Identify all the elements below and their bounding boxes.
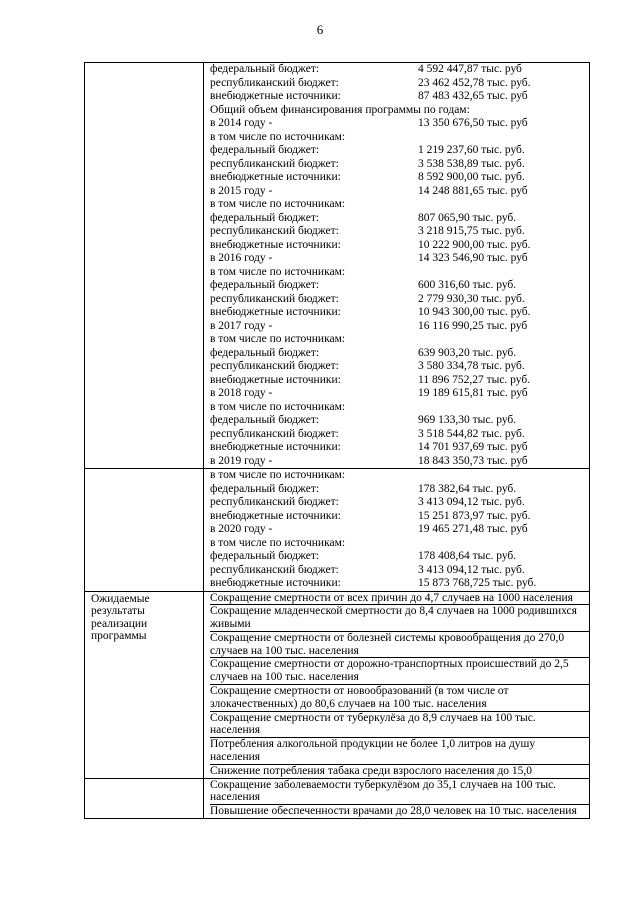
expected-result-item: Снижение потребления табака среди взрослого населения до 15,0 [210, 764, 533, 777]
finance-line [210, 577, 589, 591]
finance-line-value: 15 251 873,97 тыс. руб. [418, 509, 531, 522]
program-passport-table [84, 62, 590, 819]
finance-line [210, 455, 589, 469]
finance-line [210, 104, 589, 118]
finance-line-label: республиканский бюджет: [210, 496, 339, 508]
finance-line-value: 3 580 334,78 тыс. руб. [418, 360, 525, 372]
finance-line [210, 387, 589, 401]
finance-line [210, 496, 589, 510]
finance-cell-1 [204, 63, 590, 469]
finance-line-value: 3 413 094,12 тыс. руб. [418, 496, 525, 508]
finance-line [210, 225, 589, 239]
finance-line [210, 550, 589, 564]
finance-line [210, 252, 589, 266]
finance-line [210, 564, 589, 578]
finance-line [210, 279, 589, 293]
finance-line [210, 171, 589, 185]
expected-result-item: Сокращение смертности от новообразований (в том числе от злокачественных) до 80,6 случаев на 100 тыс. населения [210, 685, 589, 712]
finance-line [210, 158, 589, 172]
finance-line [210, 293, 589, 307]
results-list-1 [210, 592, 589, 778]
finance-line [210, 320, 589, 334]
results-list-2 [210, 779, 589, 818]
finance-line-label: республиканский бюджет: [210, 360, 339, 372]
finance-list-2 [210, 469, 589, 591]
finance-line-value: 14 323 546,90 тыс. руб [418, 252, 528, 264]
finance-line-label: республиканский бюджет: [210, 563, 339, 576]
finance-line [210, 360, 589, 374]
expected-result-item: Сокращение смертности от болезней системы кровообращения до 270,0 случаев на 100 тыс. населения [210, 632, 589, 659]
finance-line-label: в том числе по источникам: [210, 536, 346, 549]
finance-line-label: внебюджетные источники: [210, 238, 341, 251]
results-label: Ожидаемые результаты реализации программы [91, 592, 150, 642]
finance-line [210, 428, 589, 442]
finance-line-label: Общий объем финансирования программы по годам: [210, 103, 470, 116]
finance-line-label: федеральный бюджет: [210, 414, 320, 426]
finance-line [210, 374, 589, 388]
finance-line [210, 90, 589, 104]
finance-line [210, 469, 589, 483]
finance-line-label: в том числе по источникам: [210, 400, 346, 413]
finance-line-value: 19 189 615,81 тыс. руб [418, 387, 528, 399]
finance-line-label: федеральный бюджет: [210, 211, 320, 224]
finance-line-label: в том числе по источникам: [210, 198, 346, 210]
finance-line [210, 131, 589, 145]
finance-row-2 [85, 469, 590, 592]
finance-line [210, 347, 589, 361]
finance-line [210, 483, 589, 497]
finance-line-value: 178 408,64 тыс. руб. [418, 550, 517, 562]
finance-line-label: внебюджетные источники: [210, 306, 341, 318]
finance-line-value: 8 592 900,00 тыс. руб. [418, 171, 525, 183]
expected-result-item: Потребления алкогольной продукции не более 1,0 литров на душу населения [210, 738, 589, 765]
finance-line-value: 19 465 271,48 тыс. руб [418, 523, 528, 535]
finance-line-label: федеральный бюджет: [210, 482, 320, 495]
finance-line-value: 10 222 900,00 тыс. руб. [418, 238, 531, 251]
results-row-2 [85, 778, 590, 818]
finance-line-label: в 2015 году - [210, 184, 273, 197]
finance-line-value: 3 413 094,12 тыс. руб. [418, 563, 525, 576]
finance-line-label: республиканский бюджет: [210, 292, 339, 305]
finance-line-value: 807 065,90 тыс. руб. [418, 211, 517, 224]
finance-line-label: внебюджетные источники: [210, 441, 341, 453]
finance-line-label: федеральный бюджет: [210, 63, 320, 75]
finance-row-1 [85, 63, 590, 469]
finance-line [210, 266, 589, 280]
finance-line [210, 239, 589, 253]
finance-line-label: внебюджетные источники: [210, 373, 341, 386]
finance-line-value: 600 316,60 тыс. руб. [418, 279, 517, 291]
finance-line-value: 16 116 990,25 тыс. руб [418, 319, 528, 332]
finance-line-value: 639 903,20 тыс. руб. [418, 346, 517, 359]
finance-line-value: 14 248 881,65 тыс. руб [418, 184, 528, 197]
finance-line-label: республиканский бюджет: [210, 225, 339, 237]
finance-line-value: 969 133,30 тыс. руб. [418, 414, 517, 426]
results-row-1 [85, 591, 590, 778]
finance-line-label: в том числе по источникам: [210, 469, 346, 481]
finance-line [210, 414, 589, 428]
finance-line-value: 1 219 237,60 тыс. руб. [418, 144, 525, 156]
finance-line-label: в том числе по источникам: [210, 130, 346, 143]
finance-line-value: 3 538 538,89 тыс. руб. [418, 157, 525, 170]
finance-line-label: в 2017 году - [210, 319, 273, 332]
finance-line-label: федеральный бюджет: [210, 279, 320, 291]
finance-line-value: 4 592 447,87 тыс. руб [418, 63, 522, 75]
finance-line-label: в 2016 году - [210, 252, 273, 264]
finance-line-label: внебюджетные источники: [210, 509, 341, 522]
finance-line [210, 117, 589, 131]
finance-line-label: внебюджетные источники: [210, 577, 341, 589]
results-label-cell-2 [85, 778, 204, 818]
finance-line-value: 11 896 752,27 тыс. руб. [418, 373, 531, 386]
finance-line [210, 77, 589, 91]
finance-line [210, 523, 589, 537]
finance-line-value: 15 873 768,725 тыс. руб. [418, 577, 537, 589]
finance-line-label: в 2019 году - [210, 454, 273, 467]
finance-line-value: 2 779 930,30 тыс. руб. [418, 292, 525, 305]
finance-line-label: федеральный бюджет: [210, 144, 320, 156]
finance-line [210, 212, 589, 226]
finance-line [210, 198, 589, 212]
finance-line [210, 441, 589, 455]
expected-result-item: Повышение обеспеченности врачами до 28,0 человек на 10 тыс. населения [210, 805, 577, 818]
finance-label-cell [85, 63, 204, 469]
finance-line [210, 537, 589, 551]
expected-result-item: Сокращение младенческой смертности до 8,4 случаев на 1000 родившихся живыми [210, 605, 589, 632]
finance-line-label: в том числе по источникам: [210, 333, 346, 345]
finance-line-label: в 2014 году - [210, 117, 273, 129]
finance-line [210, 333, 589, 347]
finance-line-label: внебюджетные источники: [210, 171, 341, 183]
expected-result-item: Сокращение заболеваемости туберкулёзом до 35,1 случаев на 100 тыс. населения [210, 779, 589, 806]
finance-line-label: в 2020 году - [210, 523, 273, 535]
finance-line-label: федеральный бюджет: [210, 550, 320, 562]
finance-line [210, 510, 589, 524]
finance-line-label: республиканский бюджет: [210, 427, 339, 440]
finance-line-value: 18 843 350,73 тыс. руб [418, 454, 528, 467]
finance-line-label: республиканский бюджет: [210, 76, 339, 89]
results-cell-1 [204, 591, 590, 778]
finance-line-value: 13 350 676,50 тыс. руб [418, 117, 528, 129]
finance-line-label: федеральный бюджет: [210, 346, 320, 359]
finance-cell-2 [204, 469, 590, 592]
finance-line-value: 14 701 937,69 тыс. руб [418, 441, 528, 453]
finance-label-cell-2 [85, 469, 204, 592]
page-number: 6 [316, 22, 324, 37]
finance-list-1 [210, 63, 589, 468]
finance-line-value: 178 382,64 тыс. руб. [418, 482, 517, 495]
finance-line-value: 23 462 452,78 тыс. руб. [418, 76, 531, 89]
finance-line-value: 10 943 300,00 тыс. руб. [418, 306, 531, 318]
finance-line-value: 3 518 544,82 тыс. руб. [418, 427, 525, 440]
finance-line [210, 63, 589, 77]
finance-line-value: 87 483 432,65 тыс. руб [418, 90, 528, 102]
finance-line [210, 401, 589, 415]
results-label-cell [85, 591, 204, 778]
finance-line-label: в том числе по источникам: [210, 265, 346, 278]
finance-line [210, 185, 589, 199]
finance-line-label: внебюджетные источники: [210, 90, 341, 102]
results-cell-2 [204, 778, 590, 818]
finance-line-label: в 2018 году - [210, 387, 273, 399]
finance-line [210, 144, 589, 158]
expected-result-item: Сокращение смертности от туберкулёза до 8,9 случаев на 100 тыс. населения [210, 712, 589, 739]
finance-line-value: 3 218 915,75 тыс. руб. [418, 225, 525, 237]
expected-result-item: Сокращение смертности от дорожно-транспортных происшествий до 2,5 случаев на 100 тыс. населения [210, 658, 589, 685]
expected-result-item: Сокращение смертности от всех причин до 4,7 случаев на 1000 населения [210, 592, 589, 606]
finance-line-label: республиканский бюджет: [210, 157, 339, 170]
finance-line [210, 306, 589, 320]
